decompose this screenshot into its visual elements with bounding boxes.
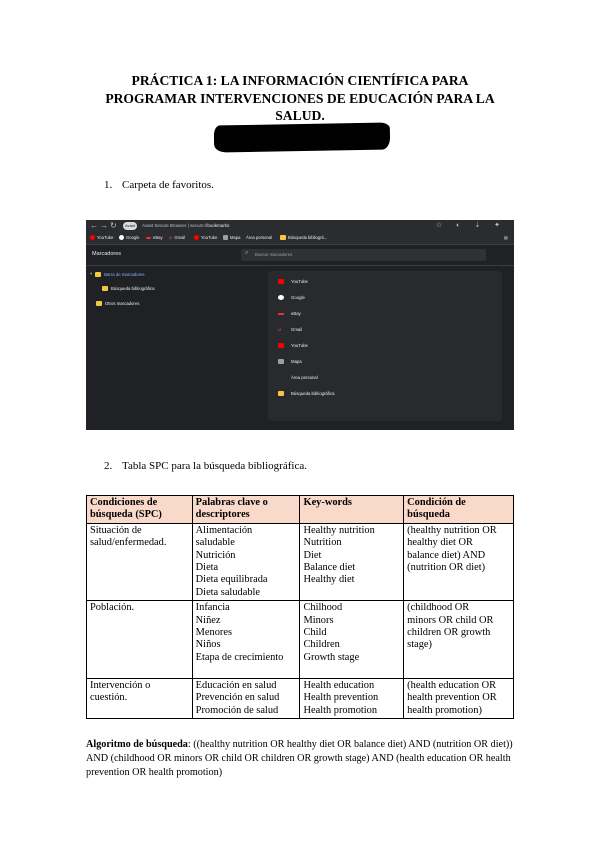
gmail-icon: M (278, 327, 282, 332)
manager-title: Marcadores (92, 251, 122, 257)
tree-label: Otros marcadores (105, 301, 140, 306)
table-header-cell: Condiciones de búsqueda (SPC) (87, 496, 193, 524)
chevron-down-icon: ▾ (90, 271, 93, 276)
list-item (104, 460, 307, 472)
browser-badge[interactable]: Avast (123, 222, 137, 230)
title-line: PROGRAMAR INTERVENCIONES DE EDUCACIÓN PARA LA (105, 90, 495, 106)
table-cell: Infancia Niñez Menores Niños Etapa de crecimiento (192, 601, 300, 678)
algorithm-text: : ((healthy nutrition OR healthy diet OR balance diet) AND (nutrition OR diet)) AND (childhood OR minors OR child OR children OR growth stage) AND (health education OR health prevention OR health promotion) (86, 739, 513, 778)
algorithm-label: Algoritmo de búsqueda (86, 739, 188, 750)
bookmark-bar-item[interactable] (146, 235, 163, 240)
ebay-icon (146, 237, 151, 239)
title-line: SALUD. (275, 108, 325, 123)
list-number: 2. (104, 460, 113, 472)
search-icon: ⌕ (245, 250, 249, 256)
gmail-icon: M (169, 235, 173, 240)
tree-item-busqueda[interactable] (102, 286, 154, 291)
list-number: 1. (104, 179, 113, 191)
youtube-icon (90, 235, 95, 240)
browser-toolbar (86, 220, 514, 233)
folder-icon (278, 391, 284, 396)
table-cell: Alimentación saludable Nutrición Dieta Dieta equilibrada Dieta saludable (192, 523, 300, 600)
bookmark-list-panel (268, 271, 502, 421)
back-icon[interactable]: ← (90, 221, 98, 230)
bookmark-row[interactable] (278, 343, 308, 348)
folder-icon (280, 235, 286, 240)
youtube-icon (194, 235, 199, 240)
blank-icon (278, 375, 284, 380)
tree-label: Búsqueda bibliográfica (111, 286, 155, 291)
bookmark-row[interactable] (278, 359, 302, 364)
search-placeholder: Buscar marcadores (255, 252, 293, 257)
table-cell: Intervención o cuestión. (87, 678, 193, 718)
redaction-mark (214, 122, 390, 152)
bookmark-row-label: YouTube (291, 279, 308, 284)
bookmark-bar-item[interactable] (119, 235, 140, 240)
table-cell: (healthy nutrition OR healthy diet OR balance diet) AND (nutrition OR diet) (404, 523, 514, 600)
table-cell: Población. (87, 601, 193, 678)
bookmark-label: YouTube (97, 235, 114, 240)
table-row (87, 523, 514, 600)
youtube-icon (278, 343, 284, 348)
bookmark-bar-item[interactable] (90, 235, 113, 240)
google-icon (119, 235, 124, 240)
bookmark-bar-item[interactable] (223, 235, 240, 240)
folder-icon (96, 301, 102, 306)
browser-screenshot (86, 220, 514, 430)
bookmark-label: Gmail (174, 235, 186, 240)
spc-table (86, 495, 514, 719)
table-row (87, 678, 514, 718)
bookmark-row[interactable] (278, 391, 334, 396)
bookmark-label: YouTube (201, 235, 218, 240)
url-prefix: Avast Secure Browser | secure:// (142, 223, 208, 228)
forward-icon[interactable]: → (100, 221, 108, 230)
folder-icon (95, 272, 101, 277)
bookmark-row[interactable] (278, 279, 308, 284)
list-item-text: Tabla SPC para la búsqueda bibliográfica. (122, 460, 307, 472)
bookmark-row[interactable] (278, 327, 302, 332)
bookmark-bar-item[interactable] (280, 235, 327, 240)
bookmark-row-label: Búsqueda bibliográfica (291, 391, 335, 396)
bookmark-row-label: Gmail (291, 327, 303, 332)
bookmark-label: eBay (153, 235, 163, 240)
table-header-cell: Condición de búsqueda (404, 496, 514, 524)
table-cell: (health education OR health prevention OR health promotion) (404, 678, 514, 718)
bookmark-bar-item[interactable] (194, 235, 217, 240)
bookmark-label: Mapa (230, 235, 241, 240)
tree-item-other[interactable] (96, 301, 139, 306)
bookmark-manager-header (86, 245, 514, 266)
bookmark-row[interactable] (278, 311, 301, 316)
youtube-icon (278, 279, 284, 284)
table-cell: Healthy nutrition Nutrition Diet Balance diet Healthy diet (300, 523, 404, 600)
bookmark-bar-item[interactable] (169, 235, 185, 240)
list-item (104, 179, 214, 191)
bookmark-bar-item[interactable] (246, 235, 272, 240)
reload-icon[interactable]: ↻ (110, 221, 117, 230)
bookmark-label: Google (126, 235, 140, 240)
tree-item-bookmarks-bar[interactable] (90, 271, 145, 277)
map-icon (223, 235, 228, 240)
bookmark-search-input[interactable] (241, 249, 486, 261)
table-row (87, 601, 514, 678)
table-header-row (87, 496, 514, 524)
tree-label: Barra de marcadores (104, 271, 145, 277)
title-line: PRÁCTICA 1: LA INFORMACIÓN CIENTÍFICA PARA (131, 73, 469, 88)
table-cell: Health education Health prevention Health promotion (300, 678, 404, 718)
bookmark-row-label: Mapa (291, 359, 302, 364)
bookmark-label: Área personal (246, 235, 273, 240)
bookmarks-menu-icon[interactable]: ▤ (504, 235, 508, 240)
bookmark-row-label: eBay (291, 311, 301, 316)
folder-icon (102, 286, 108, 291)
url-path: bookmarks (207, 223, 230, 228)
google-icon (278, 295, 284, 300)
bookmark-row[interactable] (278, 295, 305, 300)
table-cell: Situación de salud/enfermedad. (87, 523, 193, 600)
page-title (80, 72, 520, 125)
address-bar[interactable] (142, 223, 229, 228)
bookmark-label: Búsqueda bibliográ... (288, 235, 328, 240)
search-algorithm (86, 738, 516, 780)
list-item-text: Carpeta de favoritos. (122, 179, 214, 191)
table-cell: (childhood OR minors OR child OR children OR growth stage) (404, 601, 514, 678)
table-cell: Chilhood Minors Child Children Growth stage (300, 601, 404, 678)
table-header-cell: Palabras clave o descriptores (192, 496, 300, 524)
bookmark-row-label: Google (291, 295, 305, 300)
toolbar-icons[interactable]: ☆ ◐ ⇣ ✦ (435, 222, 506, 229)
map-icon (278, 359, 284, 364)
bookmark-row[interactable] (278, 375, 318, 380)
table-cell: Educación en salud Prevención en salud Promoción de salud (192, 678, 300, 718)
bookmark-row-label: YouTube (291, 343, 308, 348)
table-header-cell: Key-words (300, 496, 404, 524)
bookmark-row-label: Área personal (291, 375, 318, 380)
ebay-icon (278, 313, 284, 315)
